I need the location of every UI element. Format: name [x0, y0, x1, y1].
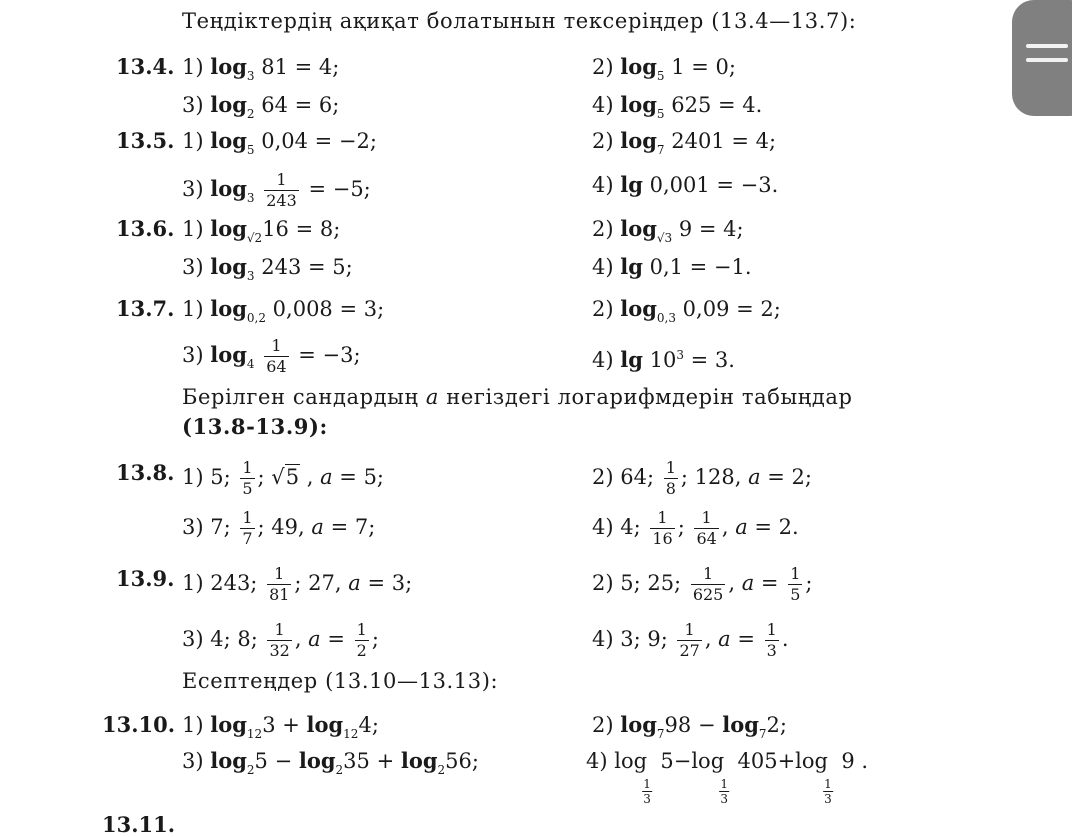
13-7-item-4: 4) $\lg 10^3 = 3$. — [592, 347, 735, 372]
heading-verify-equalities: Теңдіктердің ақиқат болатынын тексеріңдер (13.4—13.7): — [182, 9, 857, 33]
13-7-item-3: 3) $\log_4$ $\frac{1}{64}$ = −3; — [182, 336, 361, 376]
13-9-item-2: 2) 5; 25; $\frac{1}{625}$ , a = $\frac{1}{5}$ ; — [592, 564, 813, 604]
13-6-item-2: 2) $\log_{√3} 9 = 4$; — [592, 216, 744, 245]
heading-compute: Есептеңдер (13.10—13.13): — [182, 669, 499, 693]
hamburger-menu-icon-bar — [1026, 58, 1068, 62]
13-9-item-4: 4) 3; 9; $\frac{1}{27}$ , a = $\frac{1}{3}$ . — [592, 620, 789, 660]
13-10-item-1: 1) $\log_{12}3 + \log_{12}4$; — [182, 712, 379, 741]
13-4-item-4: 4) $\log_5 625 = 4$. — [592, 92, 763, 121]
13-4-item-1: 1) $\log_3 81 = 4$; — [182, 54, 340, 83]
13-5-item-2: 2) $\log_7 2401 = 4$; — [592, 128, 777, 157]
13-9-item-1: 1) 243; $\frac{1}{81}$ ; 27, a = 3; — [182, 564, 413, 604]
hamburger-menu-button[interactable] — [1012, 0, 1072, 116]
hamburger-menu-icon — [1026, 44, 1068, 48]
13-6-item-3: 3) $\log_3 243 = 5$; — [182, 254, 353, 283]
heading-find-logarithms: Берілген сандардың a негіздегі логарифмдерін табыңдар — [182, 385, 853, 409]
13-4-item-2: 2) $\log_5 1 = 0$; — [592, 54, 736, 83]
problem-number-13-9: 13.9. — [116, 566, 175, 591]
13-9-item-3: 3) 4; 8; $\frac{1}{32}$ , a = $\frac{1}{2}$ ; — [182, 620, 379, 660]
13-8-item-3: 3) 7; $\frac{1}{7}$ ; 49, a = 7; — [182, 508, 376, 548]
13-5-item-4: 4) lg 0,001 = −3. — [592, 172, 779, 197]
13-7-item-1: 1) $\log_{0,2} 0,008 = 3$; — [182, 296, 385, 325]
problem-number-13-4: 13.4. — [116, 54, 175, 79]
13-4-item-3: 3) $\log_2 64 = 6$; — [182, 92, 340, 121]
13-7-item-2: 2) $\log_{0,3} 0,09 = 2$; — [592, 296, 781, 325]
problem-number-13-6: 13.6. — [116, 216, 175, 241]
13-10-item-2: 2) $\log_798 - \log_72$; — [592, 712, 787, 741]
problem-number-13-7: 13.7. — [116, 296, 175, 321]
13-6-item-4: 4) lg 0,1 = −1. — [592, 254, 752, 279]
problem-number-13-10: 13.10. — [102, 712, 176, 737]
13-10-item-4: 4) log 1 3 5−log 1 3 405+log 1 3 9 . — [586, 749, 869, 806]
problem-number-13-8: 13.8. — [116, 460, 175, 485]
heading-find-logarithms-range: (13.8-13.9): — [182, 414, 328, 439]
13-10-item-3: 3) $\log_25 - \log_235 + \log_256$; — [182, 748, 479, 777]
13-5-item-1: 1) $\log_5 0,04 = -2$; — [182, 128, 377, 157]
13-8-item-1: 1) 5; $\frac{1}{5}$ ; √5 , a = 5; — [182, 458, 385, 498]
problem-number-13-11: 13.11. — [102, 812, 176, 837]
13-8-item-4: 4) 4; $\frac{1}{16}$ ; $\frac{1}{64}$ , a = 2. — [592, 508, 799, 548]
13-5-item-3: 3) $\log_3$ $\frac{1}{243}$ = −5; — [182, 170, 371, 210]
13-6-item-1: 1) $\log_{√2}16 = 8$; — [182, 216, 341, 245]
13-8-item-2: 2) 64; $\frac{1}{8}$ ; 128, a = 2; — [592, 458, 812, 498]
problem-number-13-5: 13.5. — [116, 128, 175, 153]
